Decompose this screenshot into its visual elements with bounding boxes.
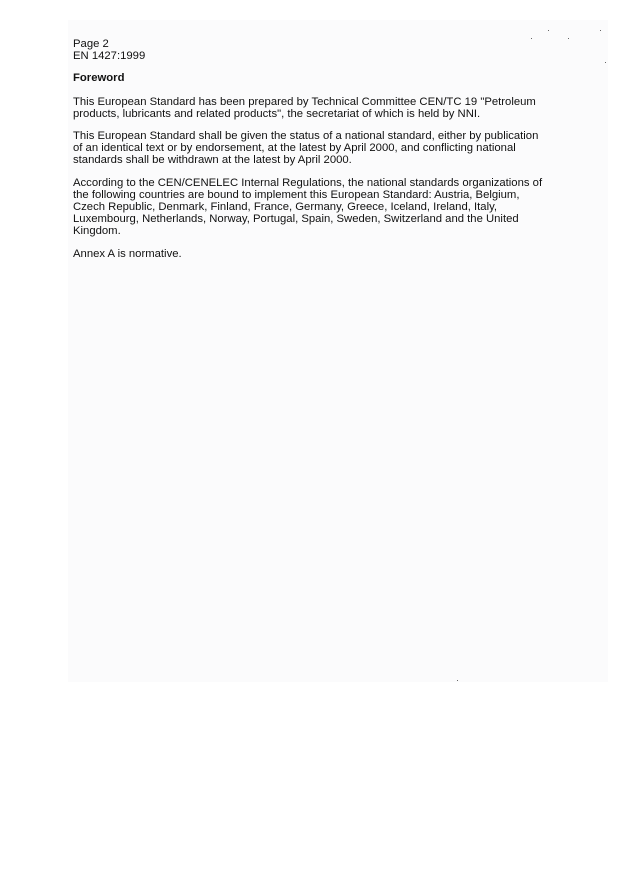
scan-speck [568,38,569,39]
foreword-heading: Foreword [73,72,125,85]
scan-speck [548,30,549,31]
scan-speck [600,30,601,31]
foreword-paragraph-committee: This European Standard has been prepared by Technical Committee CEN/TC 19 "Petroleum products, lubricants and related products", the secretariat of which is held by NNI. [73,95,536,120]
foreword-paragraph-status: This European Standard shall be given the status of a national standard, either by publication of an identical text or by endorsement, at the latest by April 2000, and conflicting national standards shall be withdrawn at the latest by April 2000. [73,130,539,167]
document-page [73,38,543,270]
standard-identifier: EN 1427:1999 [73,50,146,63]
foreword-paragraph-annex: Annex A is normative. [73,247,182,260]
scan-speck [605,62,606,63]
foreword-paragraph-countries: According to the CEN/CENELEC Internal Regulations, the national standards organizations of the following countries are bound to implement this European Standard: Austria, Belgium, Czech Republic, Denmark, Finland, France, Germany, Greece, Iceland, Ireland, Italy, Luxembourg, Netherlands, Norway, Portugal, Spain, Sweden, Switzerland and the United Kingdom. [73,176,543,238]
page-number: Page 2 [73,38,109,50]
scan-speck [457,680,458,681]
